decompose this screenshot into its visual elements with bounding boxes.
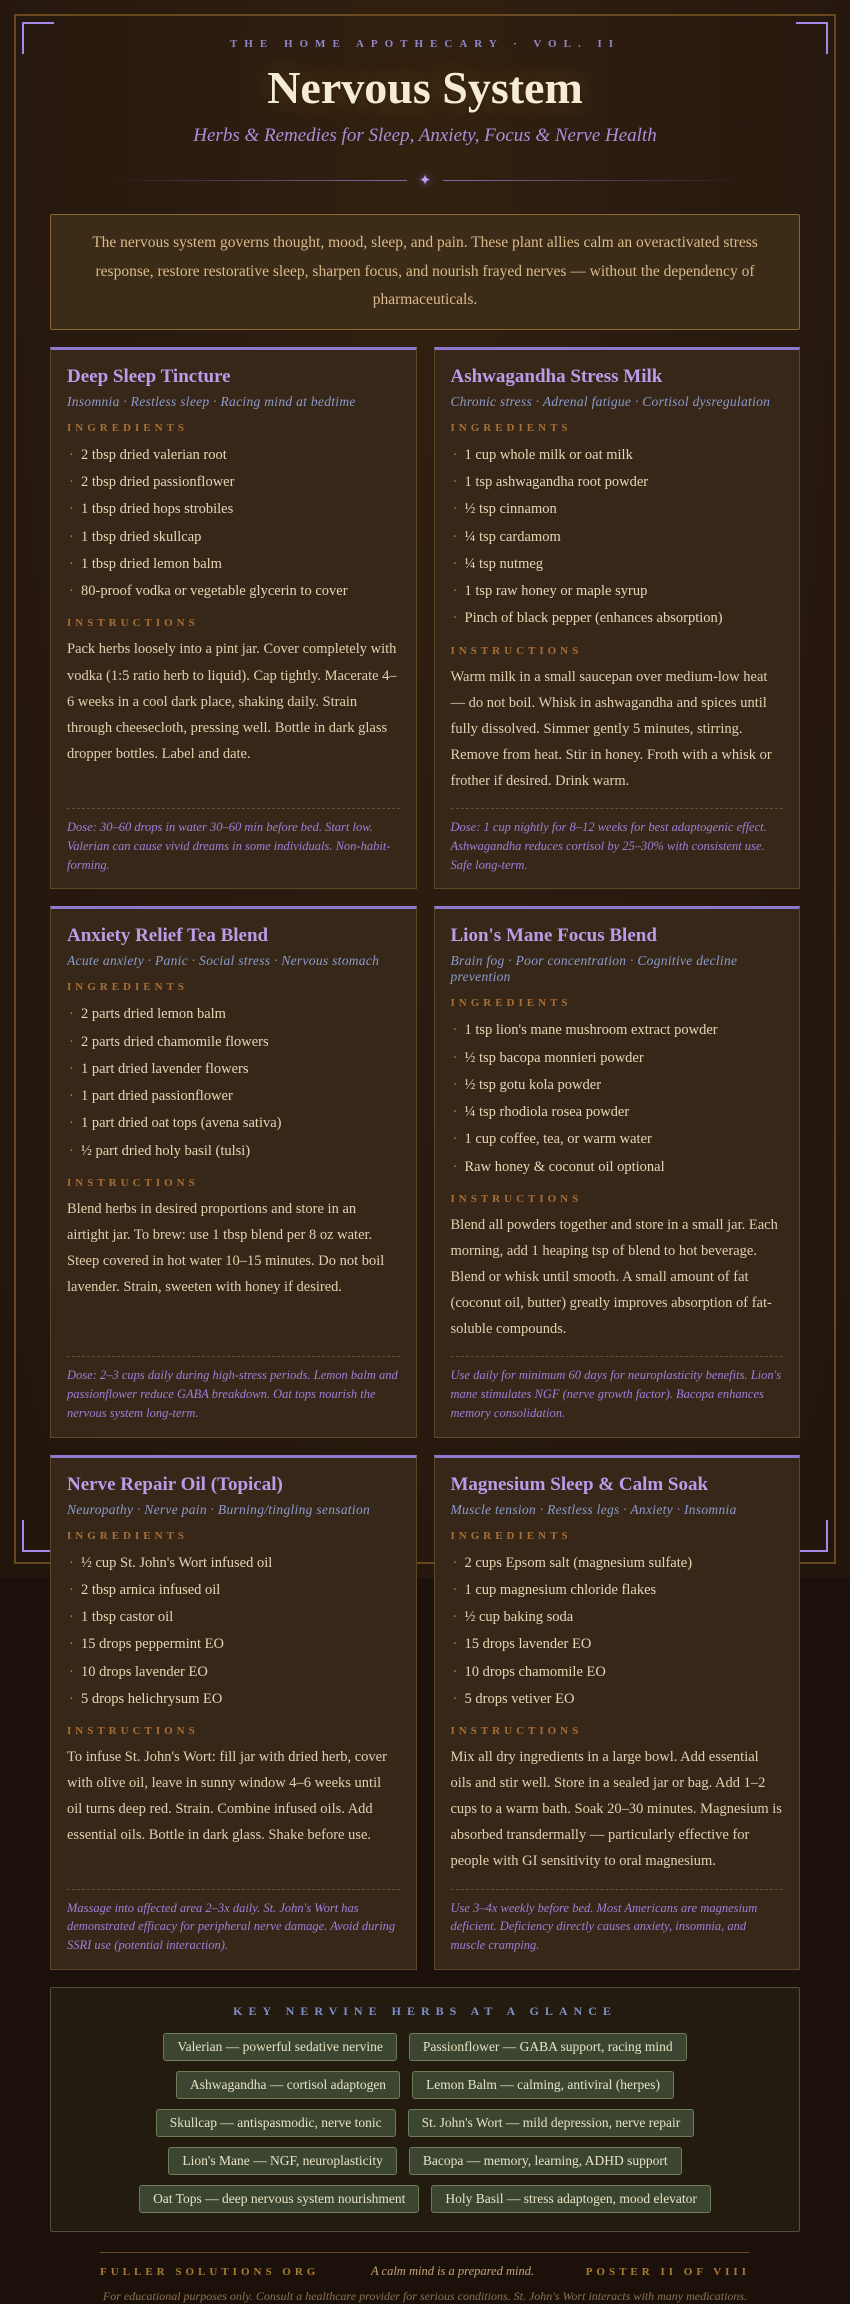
ingredient-item: · 1 tbsp dried lemon balm <box>67 551 400 578</box>
instructions-text: To infuse St. John's Wort: fill jar with dried herb, cover with olive oil, leave in sunny window 4–6 weeks until oil turns deep red. Strain. Combine infused oils. Add essential oils. Bottle in dark glass. Shake before use. <box>67 1749 387 1844</box>
spacer <box>451 1342 784 1356</box>
series-eyebrow: THE HOME APOTHECARY · VOL. II <box>229 38 621 50</box>
ingredient-item: · 2 parts dried chamomile flowers <box>67 1029 400 1056</box>
spacer <box>451 1875 784 1889</box>
ingredient-item: · 15 drops peppermint EO <box>67 1631 400 1658</box>
divider-line-left <box>110 180 407 181</box>
recipe-card-magnesium-soak <box>434 1455 801 1970</box>
recipe-indications: Insomnia · Restless sleep · Racing mind at bedtime <box>67 393 356 409</box>
intro-paragraph: The nervous system governs thought, mood, sleep, and pain. These plant allies calm an overactivated stress response, restore restorative sleep, sharpen focus, and nourish frayed nerves — without the dependency of pharmaceuticals. <box>50 214 800 330</box>
instructions-text: Blend all powders together and store in a small jar. Each morning, add 1 heaping tsp of blend to hot beverage. Blend or whisk until smooth. A small amount of fat (coconut oil, butter) greatly improves absorption of fat-soluble compounds. <box>450 1216 778 1338</box>
ingredient-item: · 1 tbsp castor oil <box>67 1604 400 1631</box>
ingredient-item: · 1 cup magnesium chloride flakes <box>451 1577 784 1604</box>
recipe-title: Deep Sleep Tincture <box>67 365 231 387</box>
instructions-label: INSTRUCTIONS <box>67 1725 199 1738</box>
ingredient-item: · 2 tbsp dried passionflower <box>67 469 400 496</box>
recipe-title: Magnesium Sleep & Calm Soak <box>450 1473 709 1495</box>
ingredients-list <box>67 1550 400 1714</box>
recipe-indications: Acute anxiety · Panic · Social stress · Nervous stomach <box>67 953 380 969</box>
dose-note: Dose: 1 cup nightly for 8–12 weeks for best adaptogenic effect. Ashwagandha reduces cortisol by 25–30% with consistent use. Safe long-term. <box>451 808 784 874</box>
ingredient-item: · ½ tsp cinnamon <box>451 496 784 523</box>
key-herbs-section <box>50 1987 800 2232</box>
ingredient-item: · 2 cups Epsom salt (magnesium sulfate) <box>451 1550 784 1577</box>
ingredients-label: INGREDIENTS <box>450 421 572 434</box>
ingredient-item: · 1 part dried lavender flowers <box>67 1056 400 1083</box>
instructions-label: INSTRUCTIONS <box>450 1725 583 1738</box>
ingredient-item: · Pinch of black pepper (enhances absorption) <box>451 605 784 632</box>
spacer <box>67 767 400 781</box>
poster-header <box>50 38 800 190</box>
recipe-indications: Chronic stress · Adrenal fatigue · Cortisol dysregulation <box>450 393 771 409</box>
footer-brand: FULLER SOLUTIONS ORG <box>100 2265 320 2278</box>
recipe-card-deep-sleep-tincture <box>50 347 417 889</box>
ingredient-item: · Raw honey & coconut oil optional <box>451 1154 784 1181</box>
footer-poster-number: POSTER II OF VIII <box>585 2265 750 2278</box>
ingredient-item: · 80-proof vodka or vegetable glycerin to cover <box>67 578 400 605</box>
dose-note: Massage into affected area 2–3x daily. St. John's Wort has demonstrated efficacy for peripheral nerve damage. Avoid during SSRI use (potential interaction). <box>67 1889 400 1955</box>
spacer <box>67 1300 400 1314</box>
herb-pill: Holy Basil — stress adaptogen, mood elevator <box>431 2185 711 2213</box>
ingredient-item: · ¼ tsp cardamom <box>451 524 784 551</box>
key-herbs-heading: KEY NERVINE HERBS AT A GLANCE <box>233 2003 617 2018</box>
footer-row <box>100 2264 750 2279</box>
herb-pill: St. John's Wort — mild depression, nerve repair <box>408 2109 695 2137</box>
recipe-card-lions-mane-focus-blend <box>434 906 801 1437</box>
ingredient-item: · 1 tsp lion's mane mushroom extract powder <box>451 1017 784 1044</box>
ingredients-label: INGREDIENTS <box>67 421 189 434</box>
instructions-label: INSTRUCTIONS <box>450 1192 583 1205</box>
herb-pill-list <box>65 2033 785 2213</box>
ingredients-list <box>451 1550 784 1714</box>
spacer <box>451 794 784 808</box>
instructions-label: INSTRUCTIONS <box>67 1176 199 1189</box>
recipe-title: Anxiety Relief Tea Blend <box>67 925 269 947</box>
dose-note: Dose: 2–3 cups daily during high-stress periods. Lemon balm and passionflower reduce GABA breakdown. Oat tops nourish the nervous system long-term. <box>67 1356 400 1422</box>
dose-note: Use daily for minimum 60 days for neuroplasticity benefits. Lion's mane stimulates NGF (nerve growth factor). Bacopa enhances memory consolidation. <box>451 1356 784 1422</box>
instructions-text: Mix all dry ingredients in a large bowl. Add essential oils and stir well. Store in a sealed jar or bag. Add 1–2 cups to a warm bath. Soak 20–30 minutes. Magnesium is absorbed transdermally — particularly effective for people with GI sensitivity to oral magnesium. <box>450 1749 782 1870</box>
ingredient-item: · ½ cup baking soda <box>451 1604 784 1631</box>
herb-pill: Bacopa — memory, learning, ADHD support <box>409 2147 682 2175</box>
poster-footer <box>100 2252 750 2304</box>
ingredients-list <box>451 1017 784 1181</box>
ingredients-label: INGREDIENTS <box>450 1529 572 1542</box>
ingredient-item: · ½ cup St. John's Wort infused oil <box>67 1550 400 1577</box>
footer-disclaimer: For educational purposes only. Consult a healthcare provider for serious conditions. St. John's Wort interacts with many medications. <box>102 2288 748 2303</box>
ingredient-item: · 2 tbsp arnica infused oil <box>67 1577 400 1604</box>
recipe-indications: Neuropathy · Nerve pain · Burning/tingling sensation <box>67 1501 371 1517</box>
divider-line-right <box>443 180 740 181</box>
herb-pill: Passionflower — GABA support, racing mind <box>409 2033 687 2061</box>
ingredients-list <box>67 1001 400 1165</box>
herb-pill: Skullcap — antispasmodic, nerve tonic <box>156 2109 396 2137</box>
ingredient-item: · ½ tsp gotu kola powder <box>451 1072 784 1099</box>
recipe-title: Ashwagandha Stress Milk <box>450 365 663 387</box>
ingredient-item: · 1 part dried oat tops (avena sativa) <box>67 1110 400 1137</box>
ingredient-item: · 2 tbsp dried valerian root <box>67 442 400 469</box>
header-divider <box>110 171 740 190</box>
herb-pill: Valerian — powerful sedative nervine <box>163 2033 396 2061</box>
recipe-title: Lion's Mane Focus Blend <box>450 925 657 947</box>
ingredient-item: · ½ part dried holy basil (tulsi) <box>67 1138 400 1165</box>
recipe-card-anxiety-relief-tea <box>50 906 417 1437</box>
ingredient-item: · 2 parts dried lemon balm <box>67 1001 400 1028</box>
recipe-card-ashwagandha-stress-milk <box>434 347 801 889</box>
ingredient-item: · 1 tsp ashwagandha root powder <box>451 469 784 496</box>
ingredient-item: · 10 drops lavender EO <box>67 1659 400 1686</box>
ingredient-item: · 1 cup coffee, tea, or warm water <box>451 1126 784 1153</box>
ingredients-label: INGREDIENTS <box>67 981 189 994</box>
spacer <box>67 1848 400 1862</box>
ingredient-item: · 1 cup whole milk or oat milk <box>451 442 784 469</box>
instructions-text: Warm milk in a small saucepan over medium-low heat — do not boil. Whisk in ashwagandha and spices until fully dissolved. Simmer gently 5 minutes, stirring. Remove from heat. Stir in honey. Froth with a whisk or frother if desired. Drink warm. <box>450 668 772 790</box>
ingredients-list <box>67 442 400 606</box>
ingredient-item: · ¼ tsp rhodiola rosea powder <box>451 1099 784 1126</box>
ingredient-item: · 1 tbsp dried skullcap <box>67 524 400 551</box>
ingredient-item: · 10 drops chamomile EO <box>451 1659 784 1686</box>
ingredient-item: · 1 tbsp dried hops strobiles <box>67 496 400 523</box>
ingredients-list <box>451 442 784 633</box>
instructions-label: INSTRUCTIONS <box>450 644 583 657</box>
dose-note: Dose: 30–60 drops in water 30–60 min before bed. Start low. Valerian can cause vivid dreams in some individuals. Non-habit-forming. <box>67 808 400 874</box>
recipe-card-nerve-repair-oil <box>50 1455 417 1970</box>
ingredients-label: INGREDIENTS <box>67 1529 189 1542</box>
instructions-text: Blend herbs in desired proportions and store in an airtight jar. To brew: use 1 tbsp blend per 8 oz water. Steep covered in hot water 10–15 minutes. Do not boil lavender. Strain, sweeten with honey if desired. <box>67 1200 385 1296</box>
page-title: Nervous System <box>267 62 583 113</box>
herb-pill: Lion's Mane — NGF, neuroplasticity <box>168 2147 396 2175</box>
dose-note: Use 3–4x weekly before bed. Most Americans are magnesium deficient. Deficiency directly causes anxiety, insomnia, and muscle cramping. <box>451 1889 784 1955</box>
page-subtitle: Herbs & Remedies for Sleep, Anxiety, Focus & Nerve Health <box>193 124 657 146</box>
footer-motto: A calm mind is a prepared mind. <box>371 2263 535 2278</box>
ingredient-item: · ¼ tsp nutmeg <box>451 551 784 578</box>
ingredient-item: · ½ tsp bacopa monnieri powder <box>451 1045 784 1072</box>
recipe-card-grid <box>50 347 800 1970</box>
herb-pill: Ashwagandha — cortisol adaptogen <box>176 2071 400 2099</box>
ingredient-item: · 1 tsp raw honey or maple syrup <box>451 578 784 605</box>
ingredient-item: · 5 drops helichrysum EO <box>67 1686 400 1713</box>
instructions-text: Pack herbs loosely into a pint jar. Cover completely with vodka (1:5 ratio herb to liquid). Cap tightly. Macerate 4–6 weeks in a cool dark place, shaking daily. Strain through cheesecloth, pressing well. Bottle in dark glass dropper bottles. Label and date. <box>67 641 397 762</box>
instructions-label: INSTRUCTIONS <box>67 617 199 630</box>
sparkle-icon: ✦ <box>418 172 432 189</box>
ingredient-item: · 1 part dried passionflower <box>67 1083 400 1110</box>
ingredients-label: INGREDIENTS <box>450 997 572 1010</box>
herb-pill: Oat Tops — deep nervous system nourishment <box>139 2185 419 2213</box>
recipe-indications: Brain fog · Poor concentration · Cognitive decline prevention <box>450 953 738 985</box>
recipe-title: Nerve Repair Oil (Topical) <box>67 1473 283 1495</box>
recipe-indications: Muscle tension · Restless legs · Anxiety · Insomnia <box>450 1501 737 1517</box>
herb-pill: Lemon Balm — calming, antiviral (herpes) <box>412 2071 674 2099</box>
ingredient-item: · 15 drops lavender EO <box>451 1631 784 1658</box>
ingredient-item: · 5 drops vetiver EO <box>451 1686 784 1713</box>
